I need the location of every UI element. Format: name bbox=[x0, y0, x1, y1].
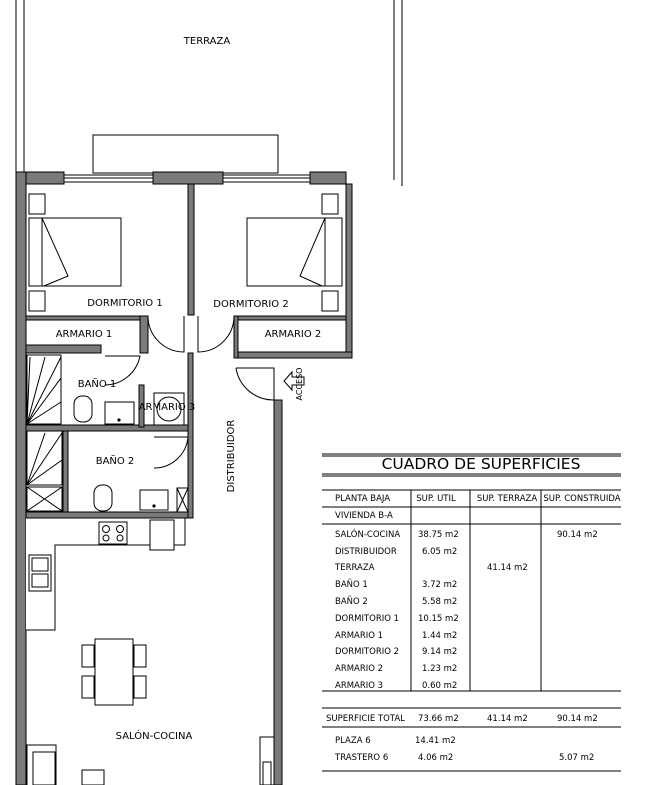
room-label-armario-3: ARMARIO 3 bbox=[138, 402, 196, 413]
row-name: DORMITORIO 2 bbox=[335, 647, 400, 657]
kitchen-counter bbox=[26, 518, 185, 630]
shower-bano-1 bbox=[27, 355, 61, 424]
terrace-area bbox=[16, 0, 402, 186]
bed-dormitorio-2 bbox=[247, 194, 342, 311]
row-name: TERRAZA bbox=[335, 563, 375, 573]
table-row bbox=[335, 614, 459, 624]
table-header-planta: PLANTA BAJA bbox=[335, 494, 391, 504]
row-util: 0.60 m2 bbox=[422, 681, 458, 691]
row-name: ARMARIO 1 bbox=[335, 631, 384, 641]
row-util: 1.44 m2 bbox=[422, 631, 458, 641]
table-row bbox=[335, 547, 457, 557]
row-name: ARMARIO 3 bbox=[335, 681, 384, 691]
table-total-row bbox=[326, 714, 598, 724]
side-table bbox=[82, 770, 104, 785]
toilet-bano-1 bbox=[74, 396, 92, 422]
surface-table bbox=[322, 454, 621, 771]
extra-name: TRASTERO 6 bbox=[335, 753, 389, 763]
row-util: 1.23 m2 bbox=[422, 664, 458, 674]
table-header-terraza: SUP. TERRAZA bbox=[476, 494, 538, 504]
room-label-dormitorio-2: DORMITORIO 2 bbox=[213, 299, 289, 310]
room-label-armario-2: ARMARIO 2 bbox=[264, 329, 322, 340]
room-label-armario-1: ARMARIO 1 bbox=[55, 329, 113, 340]
table-row bbox=[335, 664, 457, 674]
room-label-salon-cocina: SALÓN-COCINA bbox=[115, 731, 193, 742]
sofa bbox=[27, 745, 56, 785]
row-util: 6.05 m2 bbox=[422, 547, 458, 557]
table-row bbox=[335, 528, 598, 540]
tv-unit bbox=[260, 737, 274, 785]
table-row bbox=[335, 736, 456, 746]
sink-bano-2 bbox=[140, 490, 168, 510]
bed-dormitorio-1 bbox=[29, 194, 121, 311]
row-util: 9.14 m2 bbox=[422, 647, 458, 657]
table-row bbox=[335, 681, 457, 691]
shower-bano-2 bbox=[27, 431, 62, 511]
row-name: ARMARIO 2 bbox=[335, 664, 384, 674]
table-group: VIVIENDA B-A bbox=[335, 511, 393, 521]
table-row bbox=[334, 563, 528, 573]
row-terraza: 41.14 m2 bbox=[487, 563, 528, 573]
row-util: 5.58 m2 bbox=[422, 597, 458, 607]
total-terraza: 41.14 m2 bbox=[487, 714, 528, 724]
row-util: 38.75 m2 bbox=[418, 530, 459, 540]
table-row bbox=[334, 753, 594, 763]
row-util: 3.72 m2 bbox=[422, 580, 458, 590]
extra-util: 4.06 m2 bbox=[418, 753, 454, 763]
room-label-distribuidor: DISTRIBUIDOR bbox=[226, 419, 237, 493]
row-construida: 90.14 m2 bbox=[557, 530, 598, 540]
extra-name: PLAZA 6 bbox=[335, 736, 371, 746]
room-label-bano-1: BAÑO 1 bbox=[77, 379, 117, 390]
room-label-dormitorio-1: DORMITORIO 1 bbox=[87, 298, 163, 309]
table-row bbox=[335, 579, 457, 590]
label-acceso: ACCESO bbox=[295, 367, 304, 401]
table-header-construida: SUP. CONSTRUIDA bbox=[543, 494, 621, 504]
total-util: 73.66 m2 bbox=[418, 714, 459, 724]
extra-construida: 5.07 m2 bbox=[559, 753, 595, 763]
extra-util: 14.41 m2 bbox=[415, 736, 456, 746]
total-name: SUPERFICIE TOTAL bbox=[326, 714, 405, 724]
row-name: SALÓN-COCINA bbox=[335, 530, 401, 540]
row-name: DISTRIBUIDOR bbox=[335, 547, 397, 557]
toilet-bano-2 bbox=[94, 485, 112, 511]
row-util: 10.15 m2 bbox=[418, 614, 459, 624]
sink-bano-1 bbox=[105, 402, 134, 424]
room-label-bano-2: BAÑO 2 bbox=[95, 456, 135, 467]
table-row bbox=[335, 647, 457, 657]
row-name: DORMITORIO 1 bbox=[335, 614, 400, 624]
table-header-util: SUP. UTIL bbox=[416, 494, 456, 504]
row-name: BAÑO 2 bbox=[335, 597, 368, 607]
room-label-terraza: TERRAZA bbox=[183, 36, 231, 47]
total-construida: 90.14 m2 bbox=[557, 714, 598, 724]
table-title: CUADRO DE SUPERFICIES bbox=[381, 455, 581, 473]
bidet-bano-2 bbox=[177, 488, 188, 512]
dining-table bbox=[82, 639, 146, 705]
table-row bbox=[335, 631, 457, 641]
table-row bbox=[335, 596, 457, 607]
row-name: BAÑO 1 bbox=[335, 580, 368, 590]
terrace-step bbox=[93, 135, 278, 173]
